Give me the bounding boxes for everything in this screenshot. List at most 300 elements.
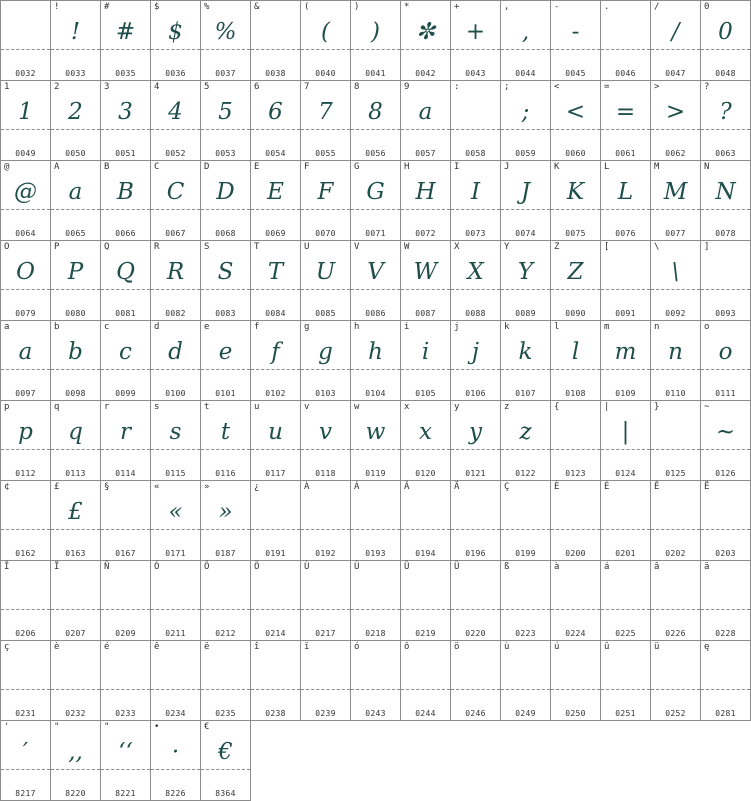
glyph-sample: [151, 655, 200, 689]
glyph-label: ": [104, 722, 110, 732]
glyph-label: g: [304, 322, 310, 332]
baseline-guide: [101, 369, 150, 370]
glyph-code: 0067: [165, 229, 186, 238]
glyph-cell: [400, 0, 450, 80]
glyph-code: 0101: [215, 389, 236, 398]
glyph-cell: [200, 480, 250, 560]
baseline-guide: [401, 529, 450, 530]
glyph-label: Î: [4, 562, 10, 572]
baseline-guide: [651, 449, 700, 450]
baseline-guide: [201, 369, 250, 370]
glyph-cell: [250, 160, 300, 240]
glyph-sample: E: [267, 179, 284, 205]
baseline-guide: [351, 369, 400, 370]
glyph-sample: i: [421, 339, 430, 365]
glyph-cell: [650, 240, 700, 320]
glyph-cell: [700, 640, 751, 721]
baseline-guide: [201, 209, 250, 210]
glyph-label: t: [204, 402, 210, 412]
glyph-sample: [301, 655, 350, 689]
glyph-code: 0218: [365, 629, 386, 638]
baseline-guide: [51, 449, 100, 450]
baseline-guide: [251, 129, 300, 130]
glyph-sample: b: [68, 339, 83, 365]
glyph-label: ç: [4, 642, 10, 652]
glyph-cell: [350, 640, 400, 721]
baseline-guide: [401, 289, 450, 290]
glyph-cell: [0, 480, 50, 560]
glyph-cell: [300, 0, 350, 80]
glyph-sample: [1, 495, 50, 529]
baseline-guide: [601, 289, 650, 290]
baseline-guide: [601, 529, 650, 530]
glyph-code: 0171: [165, 549, 186, 558]
glyph-code: 0038: [265, 69, 286, 78]
glyph-cell: [400, 240, 450, 320]
glyph-label: è: [54, 642, 60, 652]
glyph-sample: 7: [318, 99, 333, 125]
glyph-cell: [250, 400, 300, 480]
baseline-guide: [251, 609, 300, 610]
glyph-code: 0079: [15, 309, 36, 318]
baseline-guide: [451, 369, 500, 370]
glyph-cell: [150, 400, 200, 480]
glyph-label: x: [404, 402, 410, 412]
glyph-label: H: [404, 162, 410, 172]
baseline-guide: [301, 689, 350, 690]
glyph-code: 0035: [115, 69, 136, 78]
glyph-code: 0098: [65, 389, 86, 398]
baseline-guide: [151, 609, 200, 610]
glyph-label: C: [154, 162, 160, 172]
glyph-sample: [701, 575, 750, 609]
glyph-sample: k: [518, 339, 533, 365]
glyph-cell: [300, 240, 350, 320]
glyph-label: r: [104, 402, 110, 412]
glyph-label: ä: [704, 562, 710, 572]
glyph-cell: [0, 560, 50, 640]
glyph-cell: [550, 400, 600, 480]
glyph-sample: O: [16, 259, 35, 285]
glyph-sample: y: [469, 419, 482, 445]
glyph-label: %: [204, 2, 210, 12]
glyph-cell: [50, 560, 100, 640]
glyph-code: 0058: [465, 149, 486, 158]
glyph-label: ;: [504, 82, 510, 92]
glyph-sample: x: [419, 419, 432, 445]
glyph-label: È: [554, 482, 560, 492]
glyph-cell: [250, 80, 300, 160]
baseline-guide: [601, 609, 650, 610]
glyph-cell: [650, 640, 700, 721]
glyph-label: i: [404, 322, 410, 332]
glyph-sample: (: [321, 19, 330, 45]
glyph-cell: [350, 320, 400, 400]
baseline-guide: [301, 609, 350, 610]
glyph-code: 0080: [65, 309, 86, 318]
glyph-sample: £: [68, 499, 83, 525]
glyph-cell: [50, 400, 100, 480]
glyph-sample: c: [119, 339, 132, 365]
glyph-code: 0048: [715, 69, 736, 78]
glyph-cell: [600, 480, 650, 560]
glyph-cell: [350, 80, 400, 160]
baseline-guide: [1, 689, 50, 690]
glyph-cell: [550, 560, 600, 640]
glyph-code: 0167: [115, 549, 136, 558]
glyph-sample: Y: [517, 259, 534, 285]
glyph-code: 0212: [215, 629, 236, 638]
glyph-code: 0085: [315, 309, 336, 318]
glyph-label: ~: [704, 402, 710, 412]
baseline-guide: [301, 449, 350, 450]
glyph-label: f: [254, 322, 260, 332]
glyph-code: 0090: [565, 309, 586, 318]
glyph-cell: [600, 80, 650, 160]
glyph-label: ê: [154, 642, 160, 652]
glyph-label: a: [4, 322, 10, 332]
glyph-label: o: [704, 322, 710, 332]
glyph-cell: [100, 160, 150, 240]
glyph-code: 0069: [265, 229, 286, 238]
glyph-label: :: [454, 82, 460, 92]
baseline-guide: [1, 609, 50, 610]
glyph-sample: [101, 495, 150, 529]
glyph-cell: [550, 640, 600, 721]
baseline-guide: [351, 49, 400, 50]
glyph-cell: [0, 160, 50, 240]
glyph-label: Û: [404, 562, 410, 572]
baseline-guide: [251, 209, 300, 210]
baseline-guide: [651, 369, 700, 370]
glyph-sample: N: [715, 179, 736, 205]
glyph-cell: [50, 0, 100, 80]
glyph-code: 0123: [565, 469, 586, 478]
glyph-sample: a: [18, 339, 33, 365]
glyph-label: ù: [504, 642, 510, 652]
glyph-cell: [700, 400, 751, 480]
baseline-guide: [101, 689, 150, 690]
glyph-sample: [701, 495, 750, 529]
glyph-code: 0120: [415, 469, 436, 478]
glyph-code: 0091: [615, 309, 636, 318]
glyph-sample: [451, 495, 500, 529]
glyph-code: 8221: [115, 789, 136, 798]
glyph-cell: [700, 480, 751, 560]
glyph-code: 0249: [515, 709, 536, 718]
glyph-label: w: [354, 402, 360, 412]
glyph-cell: [150, 80, 200, 160]
glyph-label: }: [654, 402, 660, 412]
glyph-label: J: [504, 162, 510, 172]
glyph-code: 0082: [165, 309, 186, 318]
baseline-guide: [51, 769, 100, 770]
glyph-code: 0217: [315, 629, 336, 638]
glyph-code: 0087: [415, 309, 436, 318]
glyph-cell: [700, 160, 751, 240]
glyph-cell: [50, 320, 100, 400]
glyph-label: q: [54, 402, 60, 412]
glyph-sample: [501, 655, 550, 689]
glyph-sample: n: [668, 339, 683, 365]
glyph-cell: [100, 480, 150, 560]
glyph-label: Ä: [454, 482, 460, 492]
baseline-guide: [401, 209, 450, 210]
glyph-cell: [100, 640, 150, 720]
baseline-guide: [101, 529, 150, 530]
baseline-guide: [101, 449, 150, 450]
glyph-cell: [400, 80, 450, 160]
glyph-cell: [500, 0, 550, 80]
glyph-code: 0187: [215, 549, 236, 558]
baseline-guide: [651, 289, 700, 290]
baseline-guide: [1, 289, 50, 290]
baseline-guide: [601, 209, 650, 210]
glyph-sample: [651, 415, 700, 449]
glyph-code: 0118: [315, 469, 336, 478]
baseline-guide: [251, 449, 300, 450]
glyph-code: 0040: [315, 69, 336, 78]
glyph-label: [: [604, 242, 610, 252]
baseline-guide: [301, 289, 350, 290]
glyph-code: 0081: [115, 309, 136, 318]
glyph-sample: V: [367, 259, 384, 285]
glyph-cell: [450, 80, 500, 160]
glyph-sample: [501, 575, 550, 609]
glyph-code: 0078: [715, 229, 736, 238]
glyph-label: 9: [404, 82, 410, 92]
glyph-code: 0060: [565, 149, 586, 158]
glyph-code: 0105: [415, 389, 436, 398]
glyph-label: Â: [404, 482, 410, 492]
glyph-sample: [351, 495, 400, 529]
glyph-sample: 8: [368, 99, 383, 125]
glyph-code: 0099: [115, 389, 136, 398]
glyph-code: 8220: [65, 789, 86, 798]
glyph-code: 0244: [415, 709, 436, 718]
glyph-sample: t: [220, 419, 231, 445]
glyph-sample: €: [218, 739, 233, 765]
glyph-code: 0077: [665, 229, 686, 238]
glyph-code: 0233: [115, 709, 136, 718]
glyph-cell: [450, 0, 500, 80]
glyph-code: 0089: [515, 309, 536, 318]
glyph-sample: ?: [719, 99, 732, 125]
baseline-guide: [401, 129, 450, 130]
glyph-label: u: [254, 402, 260, 412]
baseline-guide: [51, 49, 100, 50]
glyph-sample: a: [68, 179, 83, 205]
glyph-code: 0281: [715, 709, 736, 718]
baseline-guide: [551, 609, 600, 610]
glyph-label: 4: [154, 82, 160, 92]
glyph-sample: [601, 495, 650, 529]
glyph-sample: >: [665, 99, 686, 125]
glyph-sample: z: [519, 419, 532, 445]
glyph-cell: [250, 0, 300, 80]
glyph-code: 0232: [65, 709, 86, 718]
baseline-guide: [701, 449, 750, 450]
glyph-code: 0065: [65, 229, 86, 238]
glyph-sample: «: [168, 499, 183, 525]
baseline-guide: [651, 49, 700, 50]
glyph-code: 0057: [415, 149, 436, 158]
glyph-cell: [0, 0, 50, 80]
glyph-code: 0107: [515, 389, 536, 398]
glyph-cell: [300, 320, 350, 400]
baseline-guide: [101, 609, 150, 610]
glyph-label: m: [604, 322, 610, 332]
baseline-guide: [551, 289, 600, 290]
glyph-label: d: [154, 322, 160, 332]
glyph-sample: F: [317, 179, 334, 205]
glyph-cell: [300, 640, 350, 721]
glyph-label: h: [354, 322, 360, 332]
glyph-label: &: [254, 2, 260, 12]
glyph-sample: Z: [567, 259, 584, 285]
glyph-sample: [401, 575, 450, 609]
glyph-label: $: [154, 2, 160, 12]
baseline-guide: [501, 129, 550, 130]
baseline-guide: [451, 289, 500, 290]
glyph-code: 0064: [15, 229, 36, 238]
glyph-sample: B: [117, 179, 134, 205]
glyph-sample: ·: [171, 739, 180, 765]
glyph-label: î: [254, 642, 260, 652]
baseline-guide: [701, 289, 750, 290]
glyph-cell: [500, 400, 550, 480]
glyph-cell: [450, 640, 500, 721]
glyph-cell: [200, 320, 250, 400]
glyph-sample: 0: [718, 19, 733, 45]
baseline-guide: [451, 449, 500, 450]
glyph-label: D: [204, 162, 210, 172]
glyph-sample: »: [218, 499, 233, 525]
glyph-code: 0114: [115, 469, 136, 478]
glyph-sample: W: [413, 259, 438, 285]
baseline-guide: [51, 529, 100, 530]
glyph-cell: [350, 0, 400, 80]
glyph-label: 8: [354, 82, 360, 92]
glyph-sample: [251, 495, 300, 529]
glyph-cell: [400, 640, 450, 721]
glyph-cell: [650, 160, 700, 240]
glyph-cell: [50, 480, 100, 560]
glyph-sample: 4: [168, 99, 183, 125]
glyph-code: 0112: [15, 469, 36, 478]
glyph-cell: [350, 160, 400, 240]
glyph-code: 0051: [115, 149, 136, 158]
glyph-label: Ü: [454, 562, 460, 572]
glyph-label: 0: [704, 2, 710, 12]
glyph-code: 0052: [165, 149, 186, 158]
baseline-guide: [501, 289, 550, 290]
glyph-cell: [550, 160, 600, 240]
glyph-sample: [1, 575, 50, 609]
glyph-code: 0250: [565, 709, 586, 718]
glyph-label: c: [104, 322, 110, 332]
glyph-sample: ,: [521, 19, 530, 45]
baseline-guide: [1, 49, 50, 50]
glyph-sample: [101, 575, 150, 609]
glyph-cell: [0, 80, 50, 160]
baseline-guide: [601, 449, 650, 450]
glyph-sample: r: [120, 419, 131, 445]
glyph-label: ': [4, 722, 10, 732]
baseline-guide: [351, 289, 400, 290]
glyph-cell: [650, 400, 700, 480]
glyph-sample: S: [217, 259, 234, 285]
glyph-cell: [250, 240, 300, 320]
glyph-cell: [150, 320, 200, 400]
glyph-cell: [100, 320, 150, 400]
glyph-code: 0226: [665, 629, 686, 638]
glyph-label: O: [4, 242, 10, 252]
glyph-code: 0073: [465, 229, 486, 238]
glyph-sample: [51, 575, 100, 609]
glyph-code: 0055: [315, 149, 336, 158]
glyph-cell: [400, 160, 450, 240]
glyph-cell: [150, 160, 200, 240]
glyph-label: =: [604, 82, 610, 92]
glyph-cell: [200, 80, 250, 160]
glyph-cell: [600, 320, 650, 400]
glyph-cell: [600, 640, 650, 721]
glyph-code: 0122: [515, 469, 536, 478]
glyph-label: Ó: [154, 562, 160, 572]
glyph-sample: [51, 655, 100, 689]
glyph-label: 7: [304, 82, 310, 92]
glyph-sample: K: [566, 179, 585, 205]
glyph-label: -: [554, 2, 560, 12]
glyph-cell: [50, 160, 100, 240]
glyph-cell: [150, 720, 200, 801]
glyph-code: 0252: [665, 709, 686, 718]
glyph-label: «: [154, 482, 160, 492]
glyph-cell: [350, 560, 400, 640]
glyph-code: 0163: [65, 549, 86, 558]
glyph-label: ú: [554, 642, 560, 652]
baseline-guide: [501, 49, 550, 50]
glyph-label: B: [104, 162, 110, 172]
baseline-guide: [51, 609, 100, 610]
glyph-label: R: [154, 242, 160, 252]
glyph-label: n: [654, 322, 660, 332]
glyph-sample: 3: [118, 99, 133, 125]
glyph-label: Ç: [504, 482, 510, 492]
glyph-code: 0046: [615, 69, 636, 78]
glyph-label: <: [554, 82, 560, 92]
glyph-cell: [400, 560, 450, 640]
glyph-label: ü: [654, 642, 660, 652]
baseline-guide: [551, 369, 600, 370]
glyph-cell: [650, 480, 700, 560]
glyph-code: 0124: [615, 469, 636, 478]
glyph-cell: [450, 240, 500, 320]
baseline-guide: [551, 449, 600, 450]
glyph-code: 0201: [615, 549, 636, 558]
glyph-label: /: [654, 2, 660, 12]
glyph-label: l: [554, 322, 560, 332]
baseline-guide: [201, 609, 250, 610]
glyph-sample: [301, 575, 350, 609]
baseline-guide: [201, 289, 250, 290]
glyph-label: É: [604, 482, 610, 492]
glyph-sample: ;: [521, 99, 530, 125]
glyph-label: ,: [504, 2, 510, 12]
baseline-guide: [401, 369, 450, 370]
glyph-label: ë: [204, 642, 210, 652]
